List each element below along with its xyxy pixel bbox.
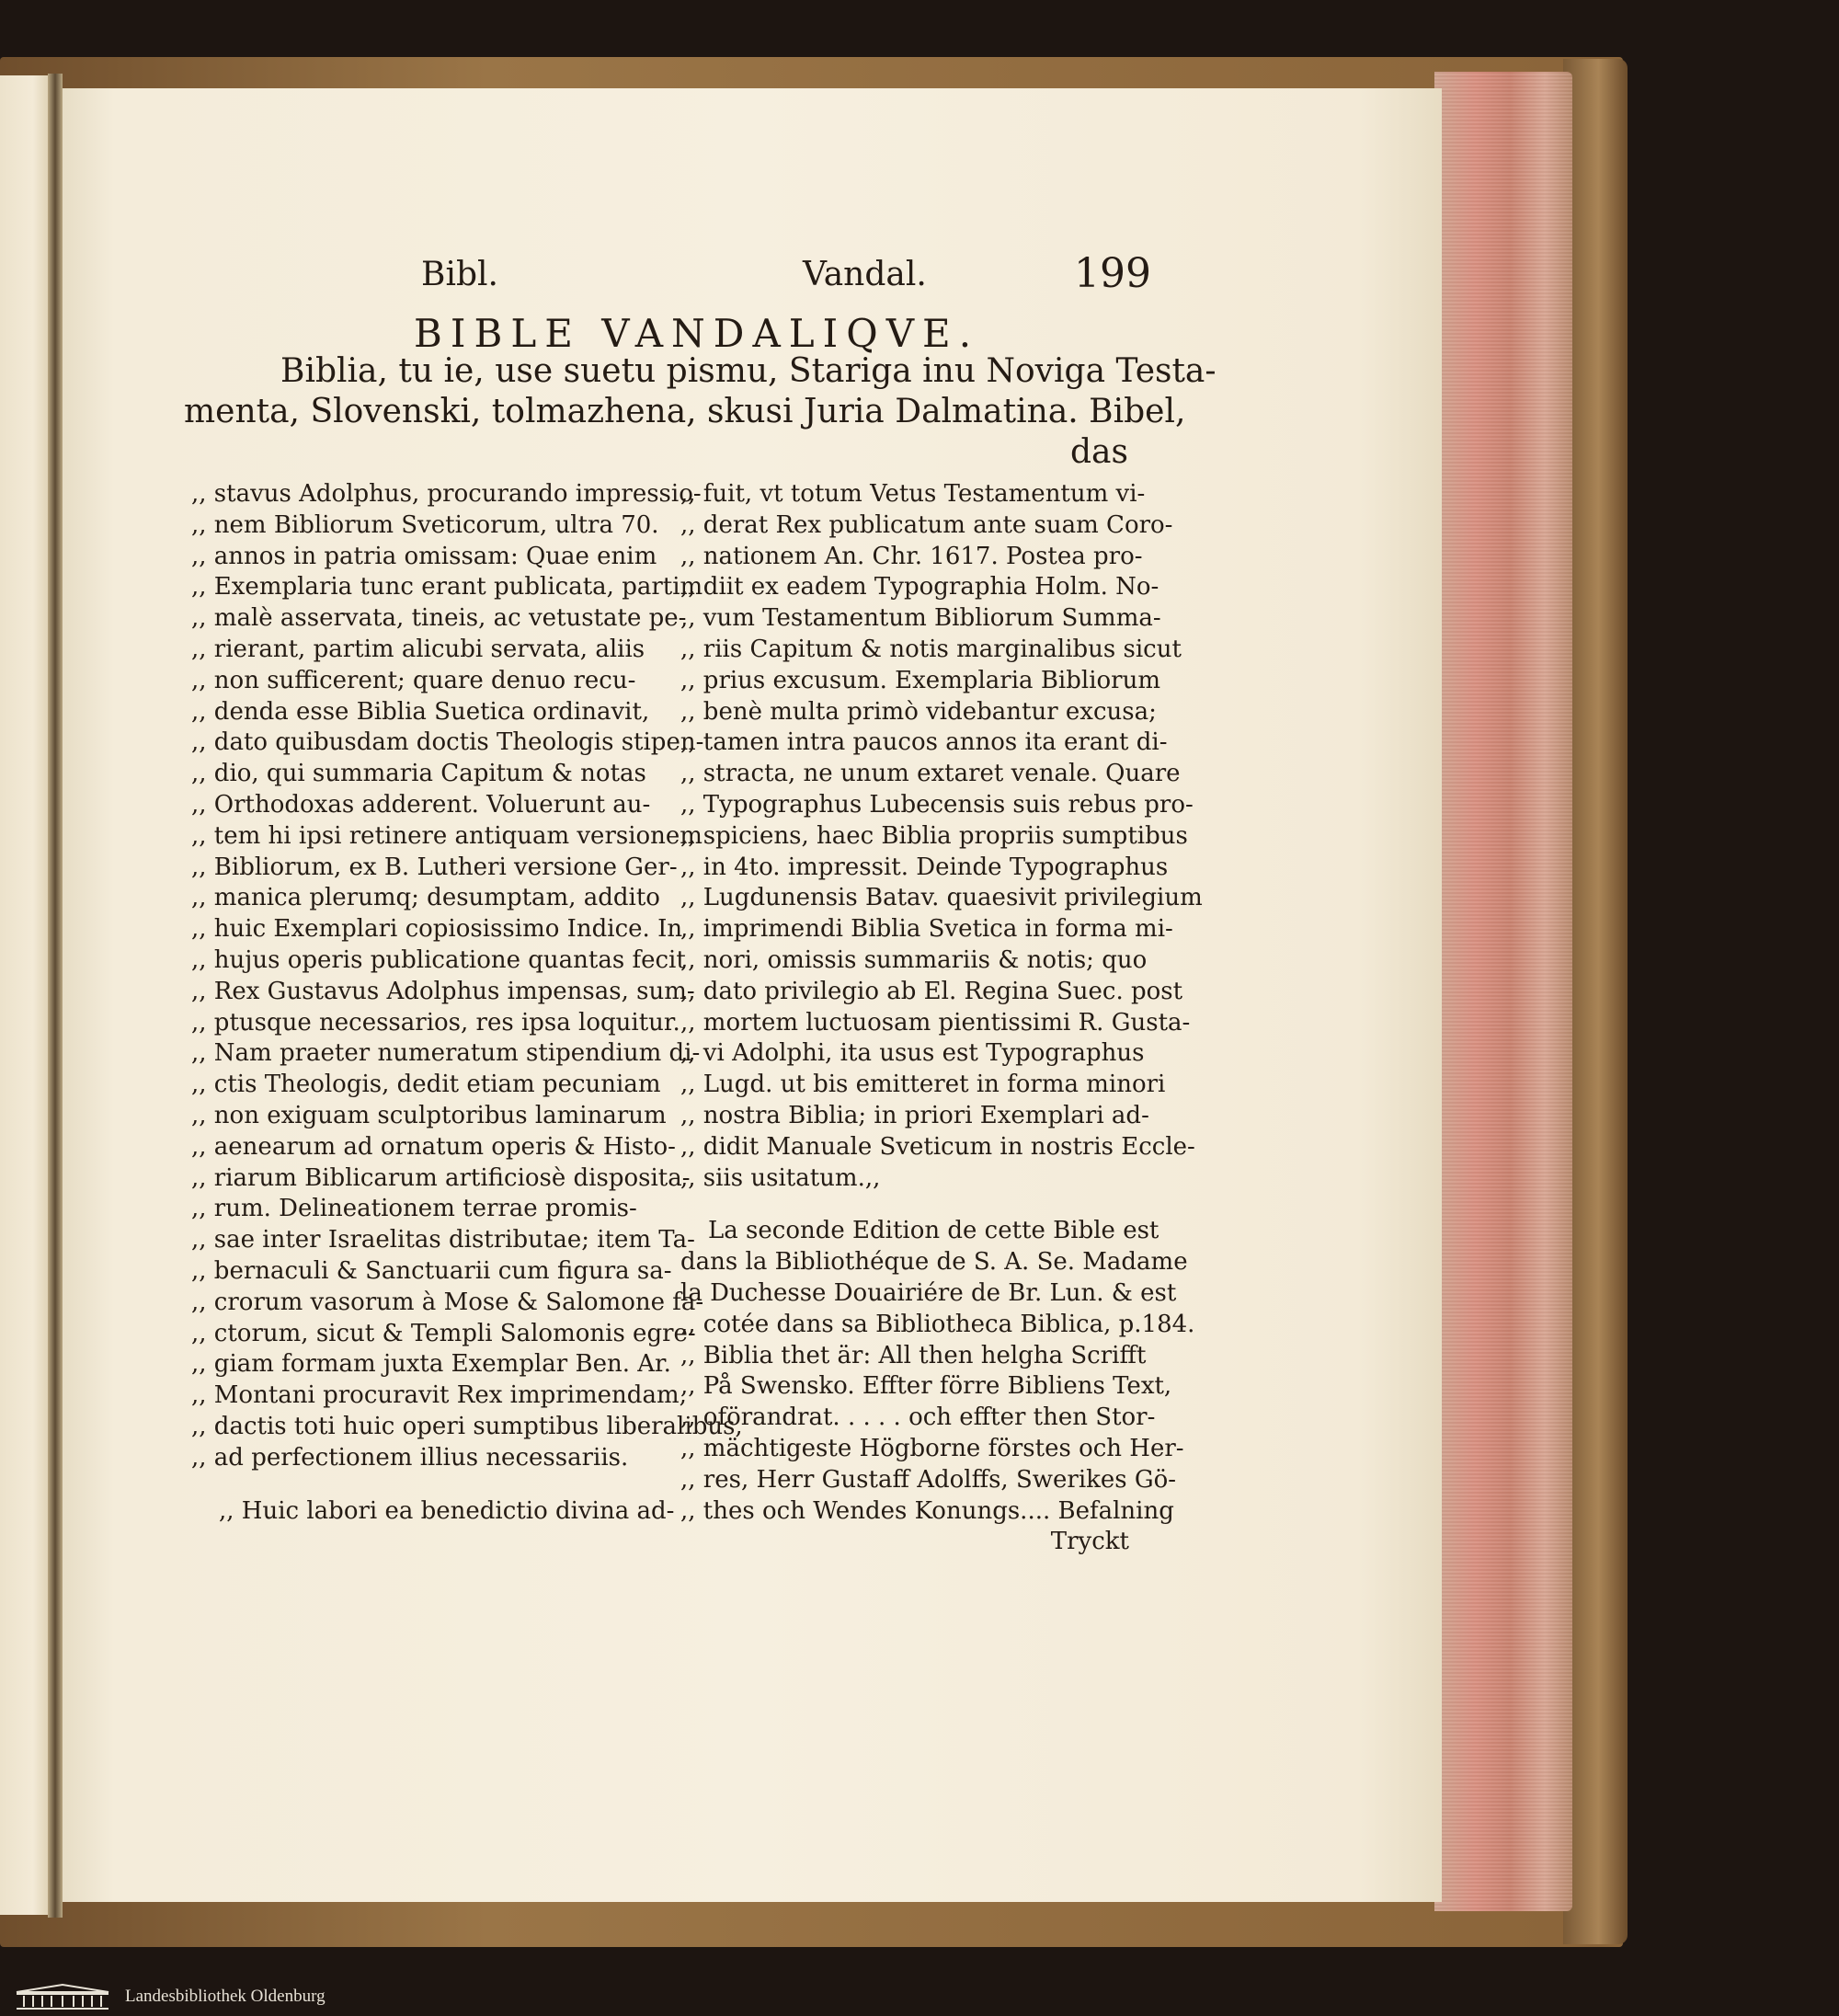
paragraph-gap <box>191 1474 651 1496</box>
text-line: ,, bernaculi & Sanctuarii cum figura sa- <box>191 1256 672 1285</box>
text-line: la Duchesse Douairiére de Br. Lun. & est <box>680 1278 1177 1307</box>
text-line: ,, Huic labori ea benedictio divina ad- <box>219 1496 675 1525</box>
text-line: ,, imprimendi Biblia Svetica in forma mi- <box>680 915 1173 944</box>
text-line: ,, diit ex eadem Typographia Holm. No- <box>680 573 1159 601</box>
text-line: ,, cotée dans sa Bibliotheca Biblica, p.184. <box>680 1310 1195 1338</box>
text-line: ,, dio, qui summaria Capitum & notas <box>191 760 646 788</box>
right-text-column <box>680 479 1203 1558</box>
left-text-column <box>191 479 743 1527</box>
text-line: ,, rum. Delineationem terrae promis- <box>191 1195 637 1223</box>
text-line: ,, dato privilegio ab El. Regina Suec. post <box>680 977 1183 1005</box>
text-line: Tryckt <box>1050 1528 1129 1556</box>
text-line: ,, På Swensko. Effter förre Bibliens Text, <box>680 1372 1172 1401</box>
text-line: ,, stavus Adolphus, procurando impressio- <box>191 480 702 508</box>
text-line: ,, stracta, ne unum extaret venale. Quare <box>680 760 1181 788</box>
text-line: ,, non exiguam sculptoribus laminarum <box>191 1101 667 1129</box>
text-line: ,, oförandrat. . . . . och effter then Stor- <box>680 1403 1156 1432</box>
text-line: La seconde Edition de cette Bible est <box>708 1217 1159 1245</box>
text-line: ,, ctis Theologis, dedit etiam pecuniam <box>191 1071 661 1099</box>
section-title: BIBLE VANDALIQVE. <box>414 311 980 356</box>
text-line: ,, thes och Wendes Konungs.... Befalning <box>680 1496 1174 1525</box>
text-line: ,, vi Adolphi, ita usus est Typographus <box>680 1039 1145 1068</box>
text-line: ,, dato quibusdam doctis Theologis stipen- <box>191 728 704 757</box>
book-gutter <box>48 74 63 1918</box>
text-line: ,, benè multa primò videbantur excusa; <box>680 697 1157 726</box>
intro-line: Biblia, tu ie, use suetu pismu, Stariga inu Noviga Testa- <box>280 352 1216 390</box>
text-line: ,, rierant, partim alicubi servata, aliis <box>191 635 645 663</box>
text-line: ,, Lugd. ut bis emitteret in forma minori <box>680 1071 1166 1099</box>
paragraph-gap <box>680 1194 1129 1216</box>
text-line: ,, vum Testamentum Bibliorum Summa- <box>680 604 1161 633</box>
intro-line: menta, Slovenski, tolmazhena, skusi Juria Dalmatina. Bibel, <box>184 393 1186 430</box>
text-line: ,, sae inter Israelitas distributae; item Ta- <box>191 1226 695 1254</box>
text-line: ,, ptusque necessarios, res ipsa loquitur. <box>191 1008 680 1037</box>
text-line: ,, Exemplaria tunc erant publicata, partim <box>191 573 703 601</box>
text-line: ,, malè asservata, tineis, ac vetustate pe- <box>191 604 687 633</box>
page-fore-edge <box>1434 72 1572 1911</box>
text-line: ,, non sufficerent; quare denuo recu- <box>191 666 636 694</box>
text-line: ,, manica plerumq; desumptam, addito <box>191 884 660 912</box>
text-line: ,, nori, omissis summariis & notis; quo <box>680 945 1148 974</box>
text-line: ,, derat Rex publicatum ante suam Coro- <box>680 510 1173 539</box>
running-head-center: Vandal. <box>803 256 927 293</box>
running-head-left: Bibl. <box>421 256 498 293</box>
text-line: ,, crorum vasorum à Mose & Salomone fa- <box>191 1288 704 1316</box>
library-building-logo-icon <box>13 1983 112 2010</box>
text-line: ,, siis usitatum.,, <box>680 1163 881 1192</box>
text-line: ,, Rex Gustavus Adolphus impensas, sum- <box>191 977 695 1005</box>
text-line: ,, res, Herr Gustaff Adolffs, Swerikes Gö- <box>680 1465 1177 1494</box>
text-line: ,, dactis toti huic operi sumptibus liberalibus, <box>191 1412 743 1440</box>
text-line: ,, hujus operis publicatione quantas fecit <box>191 945 686 974</box>
text-line: ,, Montani procuravit Rex imprimendam, <box>191 1381 687 1410</box>
page-number: 199 <box>1074 250 1151 297</box>
text-line: ,, Typographus Lubecensis suis rebus pro- <box>680 790 1194 819</box>
text-line: ,, annos in patria omissam: Quae enim <box>191 542 657 570</box>
text-line: ,, Orthodoxas adderent. Voluerunt au- <box>191 790 651 819</box>
book-cover-edge <box>1563 59 1628 1944</box>
text-line: ,, Nam praeter numeratum stipendium di- <box>191 1039 701 1068</box>
text-line: ,, nem Bibliorum Sveticorum, ultra 70. <box>191 510 659 539</box>
intro-paragraph <box>184 351 1216 473</box>
text-line: ,, riarum Biblicarum artificiosè disposita- <box>191 1163 691 1192</box>
text-line: ,, ad perfectionem illius necessariis. <box>191 1443 629 1472</box>
text-line: ,, aenearum ad ornatum operis & Histo- <box>191 1132 676 1161</box>
text-line: ,, nationem An. Chr. 1617. Postea pro- <box>680 542 1143 570</box>
text-line: ,, spiciens, haec Biblia propriis sumptibus <box>680 821 1188 850</box>
text-line: ,, prius excusum. Exemplaria Bibliorum <box>680 666 1160 694</box>
intro-line: das <box>1070 433 1128 471</box>
text-line: ,, fuit, vt totum Vetus Testamentum vi- <box>680 480 1146 508</box>
text-line: ,, mortem luctuosam pientissimi R. Gusta- <box>680 1008 1191 1037</box>
previous-page-edge <box>0 75 55 1915</box>
text-line: ,, didit Manuale Sveticum in nostris Eccle- <box>680 1132 1195 1161</box>
text-line: ,, huic Exemplari copiosissimo Indice. In <box>191 915 683 944</box>
library-name: Landesbibliothek Oldenburg <box>125 1987 326 2006</box>
text-line: ,, Lugdunensis Batav. quaesivit privilegium <box>680 884 1203 912</box>
text-line: ,, in 4to. impressit. Deinde Typographus <box>680 853 1169 881</box>
text-line: ,, tem hi ipsi retinere antiquam versionem <box>191 821 702 850</box>
text-line: ,, Biblia thet är: All then helgha Scrifft <box>680 1341 1147 1369</box>
text-line: ,, nostra Biblia; in priori Exemplari ad- <box>680 1101 1149 1129</box>
text-line: ,, denda esse Biblia Suetica ordinavit, <box>191 697 650 726</box>
text-line: ,, riis Capitum & notis marginalibus sicut <box>680 635 1182 663</box>
text-line: ,, tamen intra paucos annos ita erant di- <box>680 728 1168 757</box>
text-line: ,, Bibliorum, ex B. Lutheri versione Ger- <box>191 853 678 881</box>
text-line: ,, ctorum, sicut & Templi Salomonis egre- <box>191 1319 696 1347</box>
text-line: dans la Bibliothéque de S. A. Se. Madame <box>680 1248 1188 1277</box>
text-line: ,, mächtigeste Högborne förstes och Her- <box>680 1434 1184 1462</box>
text-line: ,, giam formam juxta Exemplar Ben. Ar. <box>191 1350 671 1379</box>
